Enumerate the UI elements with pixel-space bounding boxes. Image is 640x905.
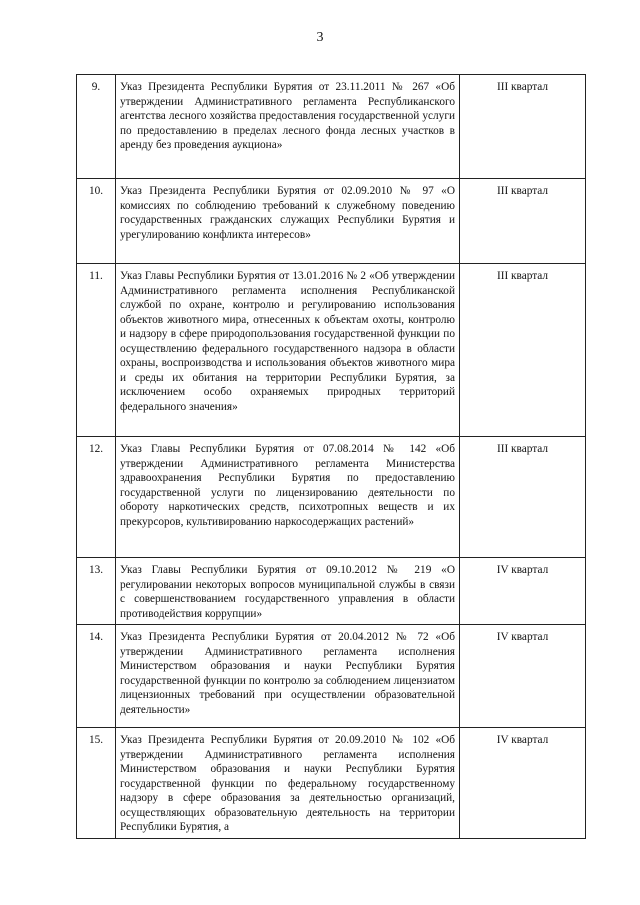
- row-number: 14.: [77, 625, 116, 728]
- deadline-period: III квартал: [460, 264, 586, 437]
- table-row: [77, 75, 586, 179]
- row-number: 9.: [77, 75, 116, 179]
- deadline-period: IV квартал: [460, 625, 586, 728]
- table-row: [77, 625, 586, 728]
- table-row: [77, 264, 586, 437]
- row-number: 11.: [77, 264, 116, 437]
- row-number: 10.: [77, 179, 116, 264]
- act-description: Указ Президента Республики Бурятия от 23.11.2011 № 267 «Об утверждении Административного регламента Республиканского агентства лесного хозяйства предоставления государственной услуги по предоставлению в пределах лесного фонда лесных участков в аренду без проведения аукциона»: [116, 75, 460, 179]
- deadline-period: IV квартал: [460, 728, 586, 839]
- deadline-period: III квартал: [460, 437, 586, 558]
- row-number: 15.: [77, 728, 116, 839]
- acts-table: [76, 74, 586, 839]
- deadline-period: III квартал: [460, 75, 586, 179]
- row-number: 12.: [77, 437, 116, 558]
- act-description: Указ Президента Республики Бурятия от 20.04.2012 № 72 «Об утверждении Административного регламента исполнения Министерством образования и науки Республики Бурятия государственной функции по контролю за соблюдением лицензиатом лицензионных требований при осуществлении образовательной деятельности»: [116, 625, 460, 728]
- act-description: Указ Президента Республики Бурятия от 20.09.2010 № 102 «Об утверждении Административного регламента исполнения Министерством образования и науки Республики Бурятия государственной функции по федеральному государственному надзору в сфере образования за деятельностью организаций, осуществляющих образовательную деятельность на территории Республики Бурятия, а: [116, 728, 460, 839]
- deadline-period: IV квартал: [460, 558, 586, 625]
- act-description: Указ Президента Республики Бурятия от 02.09.2010 № 97 «О комиссиях по соблюдению требований к служебному поведению государственных гражданских служащих Республики Бурятия и урегулированию конфликта интересов»: [116, 179, 460, 264]
- table-row: [77, 558, 586, 625]
- table-row: [77, 437, 586, 558]
- table-row: [77, 179, 586, 264]
- table-row: [77, 728, 586, 839]
- act-description: Указ Главы Республики Бурятия от 07.08.2014 № 142 «Об утверждении Административного регламента Министерства здравоохранения Республики Бурятия по предоставлению государственной услуги по лицензированию деятельности по обороту наркотических средств, психотропных веществ и их прекурсоров, культивированию наркосодержащих растений»: [116, 437, 460, 558]
- page-number: 3: [316, 30, 324, 45]
- deadline-period: III квартал: [460, 179, 586, 264]
- act-description: Указ Главы Республики Бурятия от 09.10.2012 № 219 «О регулировании некоторых вопросов муниципальной службы в связи с совершенствованием государственного управления в области противодействия коррупции»: [116, 558, 460, 625]
- row-number: 13.: [77, 558, 116, 625]
- act-description: Указ Главы Республики Бурятия от 13.01.2016 № 2 «Об утверждении Административного регламента исполнения Республиканской службой по охране, контролю и регулированию использования объектов животного мира, отнесенных к объектам охоты, контролю и надзору в сфере природопользования государственной функции по осуществлению федерального государственного надзора в области охраны, воспроизводства и использования объектов животного мира и среды их обитания на территории Республики Бурятия, за исключением особо охраняемых природных территорий федерального значения»: [116, 264, 460, 437]
